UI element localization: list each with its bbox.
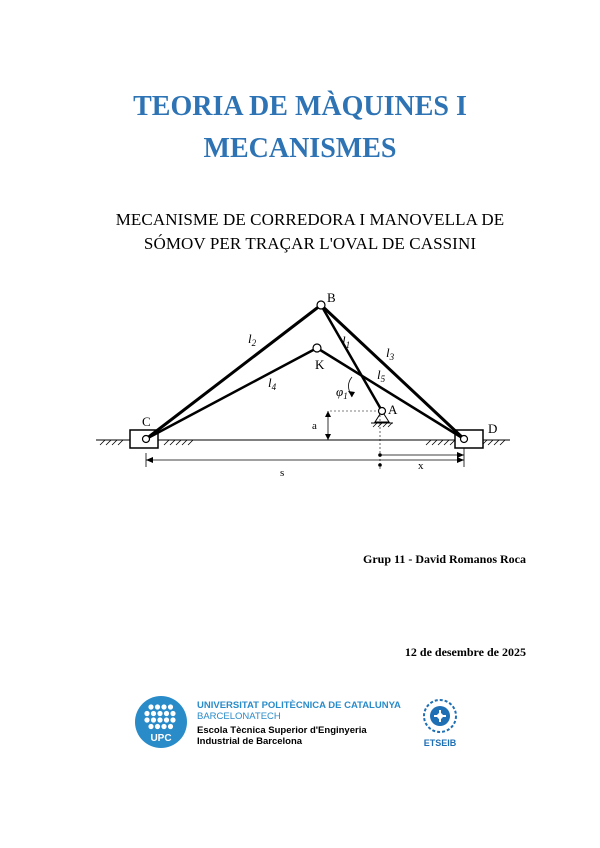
mechanism-diagram bbox=[90, 285, 520, 485]
label-B: B bbox=[327, 290, 336, 305]
label-l3: $l_3$ bbox=[386, 345, 395, 362]
label-C: C bbox=[142, 414, 151, 429]
label-l1: $l_1$ bbox=[342, 333, 351, 350]
label-s: s bbox=[280, 467, 285, 479]
upc-logo bbox=[135, 696, 187, 748]
title-line-1: TEORIA DE MÀQUINES I bbox=[133, 91, 467, 122]
label-D: D bbox=[488, 421, 498, 436]
joint-K bbox=[313, 344, 321, 352]
label-x: x bbox=[418, 460, 424, 472]
subtitle-line-1: MECANISME DE CORREDORA I MANOVELLA DE bbox=[115, 210, 505, 229]
upc-text-block bbox=[197, 700, 401, 747]
link-l4 bbox=[146, 348, 317, 439]
document-subtitle bbox=[90, 208, 530, 256]
author-line: Grup 11 - David Romanos Roca bbox=[362, 552, 526, 566]
label-A: A bbox=[388, 402, 398, 417]
label-l5: $l_5$ bbox=[377, 367, 386, 384]
link-l2 bbox=[146, 305, 321, 439]
university-name: UNIVERSITAT POLITÈCNICA DE CATALUNYA bbox=[197, 700, 401, 711]
school-name-line-2: Industrial de Barcelona bbox=[197, 736, 303, 747]
document-title bbox=[0, 86, 600, 170]
barcelonatech: BARCELONATECH bbox=[197, 711, 281, 722]
subtitle-line-2: SÓMOV PER TRAÇAR L'OVAL DE CASSINI bbox=[143, 234, 477, 253]
upc-abbrev: UPC bbox=[150, 733, 172, 744]
etseib-logo bbox=[418, 696, 462, 750]
etseib-label: ETSEIB bbox=[423, 738, 457, 748]
joint-C bbox=[143, 436, 150, 443]
title-line-2: MECANISMES bbox=[203, 133, 397, 164]
logos-footer bbox=[135, 696, 475, 756]
label-a: a bbox=[312, 420, 317, 432]
joint-D bbox=[461, 436, 468, 443]
date-line: 12 de desembre de 2025 bbox=[404, 645, 526, 659]
label-K: K bbox=[315, 357, 325, 372]
joint-A bbox=[379, 408, 386, 415]
link-l3 bbox=[321, 305, 464, 439]
school-name-line-1: Escola Tècnica Superior d'Enginyeria bbox=[197, 725, 367, 736]
label-l4: $l_4$ bbox=[268, 375, 277, 392]
label-l2: $l_2$ bbox=[248, 331, 257, 348]
label-phi: $\varphi_1$ bbox=[336, 384, 348, 401]
joint-B bbox=[317, 301, 325, 309]
